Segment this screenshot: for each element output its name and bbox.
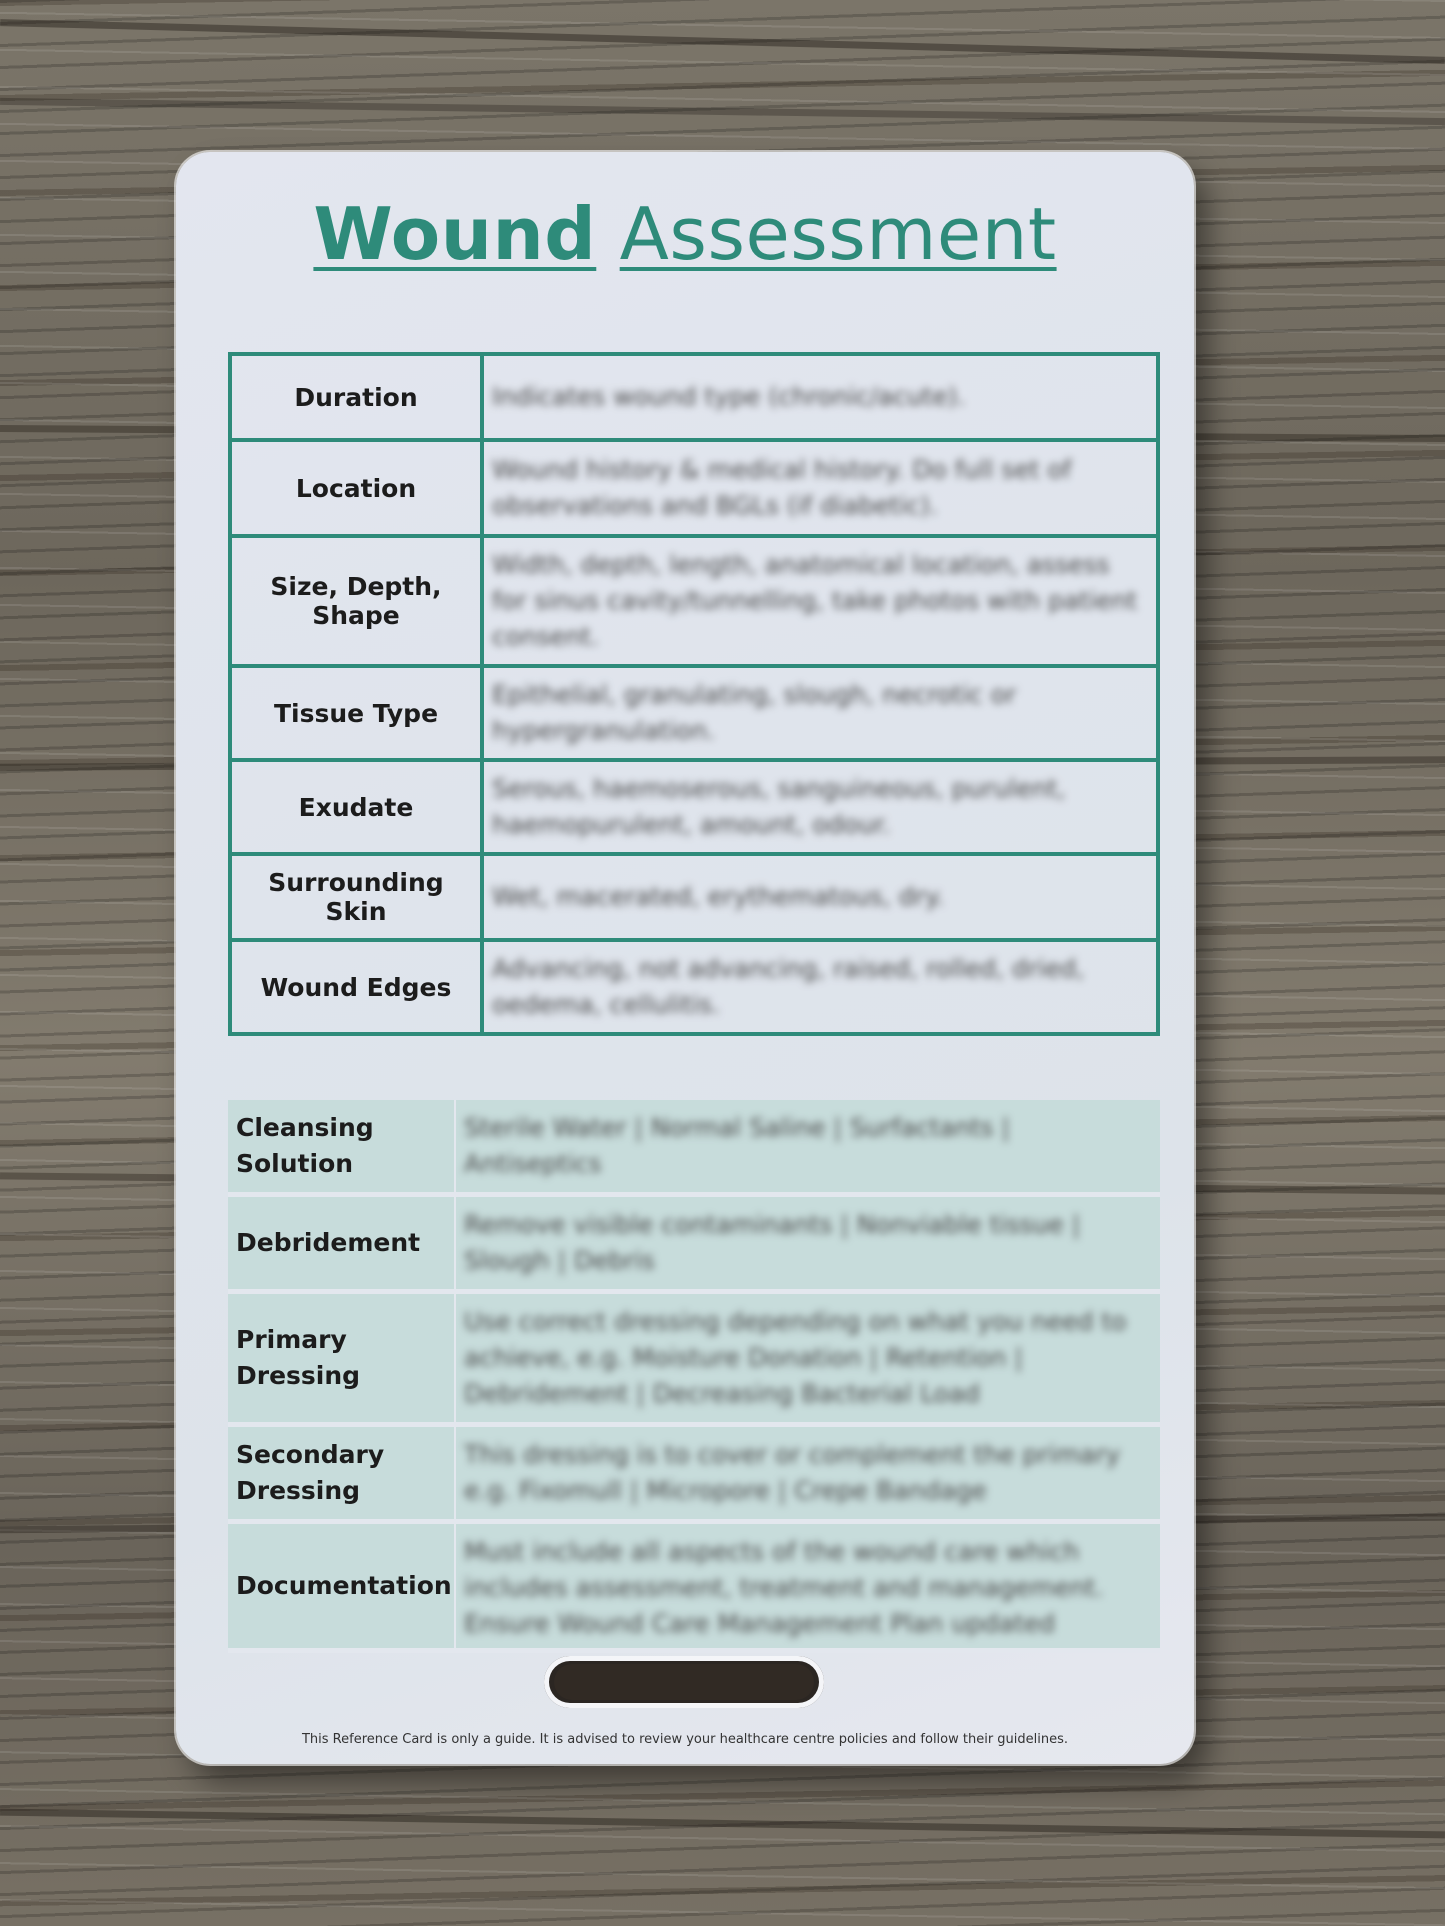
row-value-text: Wound history & medical history. Do full set of observations and BGLs (if diabetic). [492,455,1072,520]
row-value [482,536,1158,666]
list-item [228,1427,1160,1524]
row-label: Wound Edges [230,940,482,1034]
row-value-text: Epithelial, granulating, slough, necrotic or hypergranulation. [492,680,1017,745]
list-item [228,1100,1160,1197]
wood-grain [0,98,1445,125]
table-row [230,440,1158,536]
list-item [228,1197,1160,1294]
row-label: Tissue Type [230,666,482,760]
title-light: Assessment [619,192,1057,276]
care-value-text: Remove visible contaminants | Nonviable tissue | Slough | Debris [464,1210,1081,1275]
row-label: Size, Depth, Shape [230,536,482,666]
care-value-text: Use correct dressing depending on what you need to achieve, e.g. Moisture Donation | Retention | Debridement | Decreasing Bacterial Load [464,1307,1127,1408]
care-value [456,1294,1160,1422]
card-title [176,192,1194,276]
care-value-text: Must include all aspects of the wound care which includes assessment, treatment and management. Ensure Wound Care Management Plan updated [464,1537,1104,1638]
row-label: Surrounding Skin [230,854,482,940]
care-label: Primary Dressing [228,1294,456,1422]
assessment-table [228,352,1160,1036]
wood-grain [0,1809,1445,1839]
row-value [482,854,1158,940]
care-value [456,1427,1160,1519]
wood-grain [0,19,1445,64]
care-value [456,1524,1160,1648]
row-label: Duration [230,354,482,440]
row-value [482,440,1158,536]
row-value-text: Width, depth, length, anatomical location, assess for sinus cavity/tunnelling, take photos with patient consent. [492,550,1138,651]
row-value-text: Serous, haemoserous, sanguineous, purulent, haemopurulent, amount, odour. [492,774,1066,839]
table-row [230,354,1158,440]
row-label: Location [230,440,482,536]
row-value-text: Indicates wound type (chronic/acute). [492,382,966,411]
care-steps-list [228,1100,1160,1653]
reference-card [176,152,1194,1764]
lanyard-slot-hole [554,1664,814,1700]
table-row [230,666,1158,760]
row-value [482,760,1158,854]
care-value-text: Sterile Water | Normal Saline | Surfactants | Antiseptics [464,1113,1010,1178]
row-value-text: Wet, macerated, erythematous, dry. [492,882,945,911]
row-value-text: Advancing, not advancing, raised, rolled, dried, oedema, cellulitis. [492,954,1085,1019]
care-label: Cleansing Solution [228,1100,456,1192]
table-row [230,760,1158,854]
row-value [482,666,1158,760]
care-label: Secondary Dressing [228,1427,456,1519]
row-value [482,354,1158,440]
list-item [228,1524,1160,1653]
title-bold: Wound [313,192,597,276]
list-item [228,1294,1160,1427]
table-row [230,854,1158,940]
table-row [230,940,1158,1034]
disclaimer-text: This Reference Card is only a guide. It is advised to review your healthcare centre policies and follow their guidelines. [301,1732,1069,1747]
row-value [482,940,1158,1034]
care-label: Debridement [228,1197,456,1289]
care-value [456,1100,1160,1192]
care-value-text: This dressing is to cover or complement the primary e.g. Fixomull | Micropore | Crepe Bandage [464,1440,1121,1505]
care-value [456,1197,1160,1289]
row-label: Exudate [230,760,482,854]
table-row [230,536,1158,666]
care-label: Documentation [228,1524,456,1648]
